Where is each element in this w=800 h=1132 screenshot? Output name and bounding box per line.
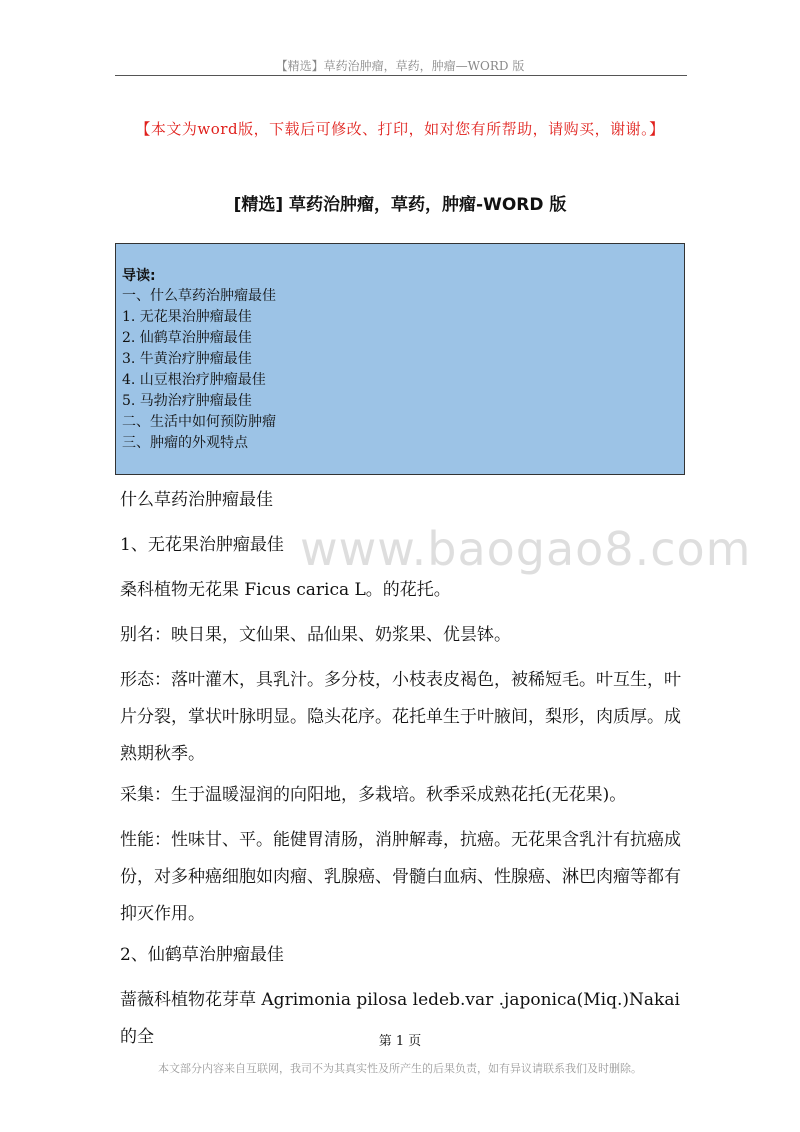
guide-title: 导读: <box>122 268 156 284</box>
watermark: www.baogao8.com <box>300 522 752 576</box>
page-header-text: 【精选】草药治肿瘤，草药，肿瘤—WORD 版 <box>275 59 525 73</box>
body-text <box>120 482 685 1060</box>
subsection-heading: 1、无花果治肿瘤最佳 <box>120 535 284 555</box>
page-header-rule <box>115 75 687 76</box>
guide-item: 二、生活中如何预防肿瘤 <box>122 414 276 430</box>
document-title: [精选] 草药治肿瘤，草药，肿瘤-WORD 版 <box>233 195 567 215</box>
guide-item: 4. 山豆根治疗肿瘤最佳 <box>122 372 266 388</box>
guide-item: 三、肿瘤的外观特点 <box>122 435 248 451</box>
page-number: 第 1 页 <box>378 1034 422 1049</box>
guide-box <box>115 243 685 475</box>
paragraph: 桑科植物无花果 Ficus carica L。的花托。 <box>120 580 451 600</box>
footer-disclaimer: 本文部分内容来自互联网，我司不为其真实性及所产生的后果负责，如有异议请联系我们及时删除。 <box>158 1062 642 1075</box>
guide-item: 5. 马勃治疗肿瘤最佳 <box>122 393 252 409</box>
guide-item: 2. 仙鹤草治肿瘤最佳 <box>122 330 252 346</box>
paragraph: 形态：落叶灌木，具乳汁。多分枝，小枝表皮褐色，被稀短毛。叶互生，叶片分裂，掌状叶脉明显。隐头花序。花托单生于叶腋间，梨形，肉质厚。成熟期秋季。 <box>120 670 681 764</box>
section-heading: 什么草药治肿瘤最佳 <box>120 490 273 510</box>
guide-item: 1. 无花果治肿瘤最佳 <box>122 309 252 325</box>
paragraph: 蔷薇科植物花芽草 Agrimonia pilosa ledeb.var .japonica(Miq.)Nakai 的全 <box>120 990 680 1047</box>
paragraph: 性能：性味甘、平。能健胃清肠，消肿解毒，抗癌。无花果含乳汁有抗癌成份，对多种癌细胞如肉瘤、乳腺癌、骨髓白血病、性腺癌、淋巴肉瘤等都有抑灭作用。 <box>120 830 681 924</box>
guide-item: 一、什么草药治肿瘤最佳 <box>122 288 276 304</box>
subsection-heading: 2、仙鹤草治肿瘤最佳 <box>120 945 284 965</box>
paragraph: 别名：映日果，文仙果、品仙果、奶浆果、优昙钵。 <box>120 625 511 645</box>
paragraph: 采集：生于温暖湿润的向阳地，多栽培。秋季采成熟花托(无花果)。 <box>120 785 627 805</box>
guide-item: 3. 牛黄治疗肿瘤最佳 <box>122 351 252 367</box>
download-notice: 【本文为word版，下载后可修改、打印，如对您有所帮助，请购买，谢谢。】 <box>135 120 665 138</box>
